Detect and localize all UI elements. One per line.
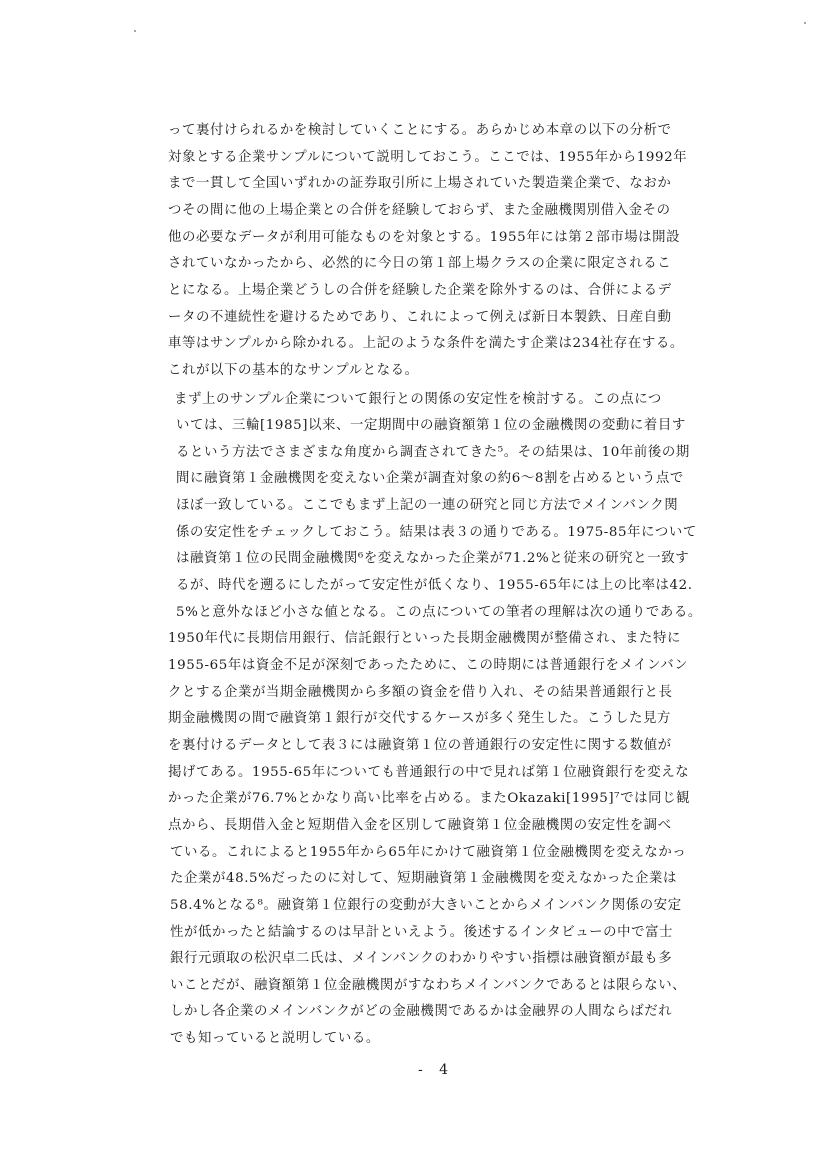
- text-line: 車等はサンプルから除かれる。上記のような条件を満たす企業は234社存在する。: [168, 336, 684, 352]
- text-line: されていなかったから、必然的に今日の第１部上場クラスの企業に限定されるこ: [168, 256, 672, 272]
- text-line: は融資第１位の民間金融機関⁶を変えなかった企業が71.2%と従来の研究と一致す: [176, 551, 690, 567]
- text-line: ほぼ一致している。ここでもまず上記の一連の研究と同じ方法でメインバンク関: [176, 498, 679, 514]
- text-line: まで一貫して全国いずれかの証券取引所に上場されていた製造業企業で、なおか: [168, 176, 672, 192]
- text-line: た企業が48.5%だったのに対して、短期融資第１金融機関を変えなかった企業は: [170, 871, 677, 887]
- text-line: でも知っていると説明している。: [170, 1031, 380, 1047]
- text-line: ータの不連続性を避けるためであり、これによって例えば新日本製鉄、日産自動: [168, 309, 672, 325]
- text-line: 掲げてある。1955-65年についても普通銀行の中で見れば第１位融資銀行を変えな: [168, 764, 690, 780]
- text-line: 58.4%となる⁸。融資第１位銀行の変動が大きいことからメインバンク関係の安定: [170, 897, 682, 913]
- text-line: 間に融資第１金融機関を変えない企業が調査対象の約6～8割を占めるという点で: [176, 471, 684, 487]
- page-number: - 4: [418, 1062, 455, 1078]
- text-line: まず上のサンプル企業について銀行との関係の安定性を検討する。この点につ: [160, 391, 662, 407]
- text-line: いては、三輪[1985]以来、一定期間中の融資額第１位の金融機関の変動に着目す: [176, 418, 686, 434]
- text-line: 係の安定性をチェックしておこう。結果は表３の通りである。1975-85年について: [176, 524, 697, 540]
- text-line: るという方法でさまざまな角度から調査されてきた⁵。その結果は、10年前後の期: [176, 444, 690, 460]
- text-line: 1950年代に長期信用銀行、信託銀行といった長期金融機関が整備され、また特に: [168, 631, 681, 647]
- text-line: これが以下の基本的なサンプルとなる。: [168, 362, 419, 378]
- text-line: クとする企業が当期金融機関から多額の資金を借り入れ、その結果普通銀行と長: [168, 684, 673, 700]
- scan-speck: [804, 22, 806, 24]
- scan-speck: [134, 30, 136, 32]
- text-line: 他の必要なデータが利用可能なものを対象とする。1955年には第２部市場は開設: [168, 229, 681, 245]
- text-line: 対象とする企業サンプルについて説明しておこう。ここでは、1955年から1992年: [168, 149, 688, 165]
- text-line: つその間に他の上場企業との合併を経験しておらず、また金融機関別借入金その: [168, 202, 671, 218]
- text-line: 1955-65年は資金不足が深刻であったために、この時期には普通銀行をメインバン: [168, 658, 689, 673]
- text-line: 点から、長期借入金と短期借入金を区別して融資第１位金融機関の安定性を調べ: [168, 817, 672, 833]
- text-line: とになる。上場企業どうしの合併を経験した企業を除外するのは、合併によるデ: [168, 282, 672, 298]
- text-line: ている。これによると1955年から65年にかけて融資第１位金融機関を変えなかっ: [170, 844, 687, 860]
- text-line: かった企業が76.7%とかなり高い比率を占める。またOkazaki[1995]⁷では同じ観: [168, 791, 691, 807]
- text-line: 5%と意外なほど小さな値となる。この点についての筆者の理解は次の通りである。: [176, 604, 702, 620]
- text-line: を裏付けるデータとして表３には融資第１位の普通銀行の安定性に関する数値が: [168, 737, 672, 753]
- text-line: しかし各企業のメインバンクがどの金融機関であるかは金融界の人間ならばだれ: [170, 1004, 673, 1020]
- text-line: 期金融機関の間で融資第１銀行が交代するケースが多く発生した。こうした見方: [168, 711, 671, 727]
- text-line: 銀行元頭取の松沢卓二氏は、メインバンクのわかりやすい指標は融資額が最も多: [170, 951, 673, 967]
- text-line: るが、時代を遡るにしたがって安定性が低くなり、1955-65年には上の比率は42.: [176, 578, 693, 594]
- text-line: いことだが、融資額第１位金融機関がすなわちメインバンクであるとは限らない、: [170, 977, 687, 993]
- text-line: って裏付けられるかを検討していくことにする。あらかじめ本章の以下の分析で: [168, 123, 672, 138]
- text-line: 性が低かったと結論するのは早計といえよう。後述するインタビューの中で富士: [170, 924, 674, 940]
